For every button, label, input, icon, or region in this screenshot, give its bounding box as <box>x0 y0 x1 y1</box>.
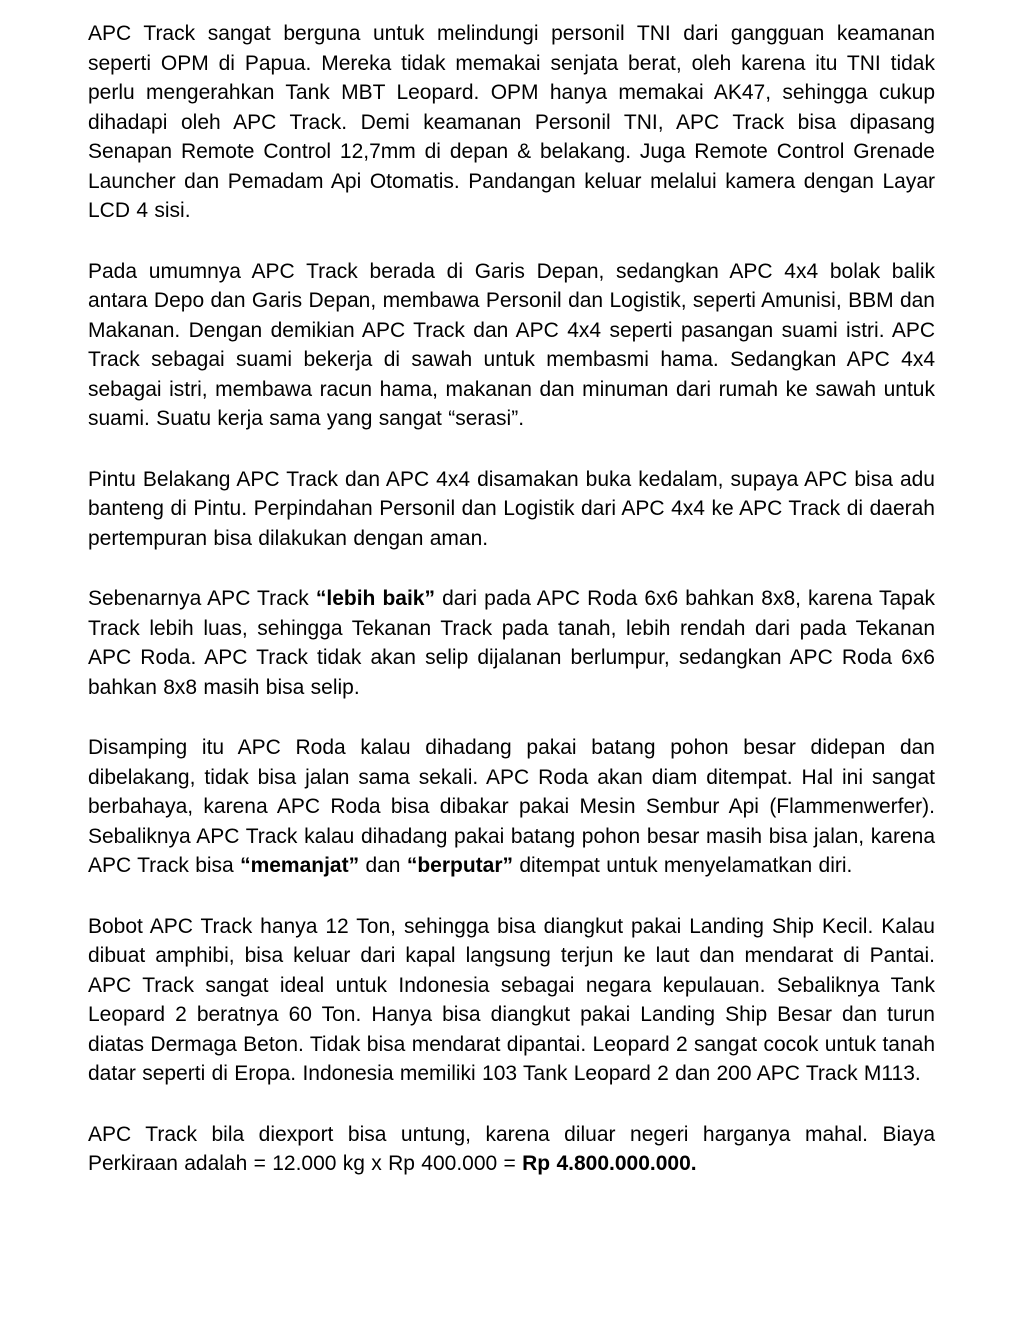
text-run: Disamping itu APC Roda kalau dihadang pakai batang pohon besar didepan dan dibelakang, tidak bisa jalan sama sekali. APC Roda akan diam ditempat. Hal ini sangat berbahaya, karena APC Roda bisa dibakar pakai Mesin Sembur Api (Flammenwerfer). Sebaliknya APC Track kalau dihadang pakai batang pohon besar masih bisa jalan, karena APC Track bisa <box>88 736 935 877</box>
text-run: Sebenarnya APC Track <box>88 587 316 610</box>
bold-text-run: “memanjat” <box>240 854 360 877</box>
text-run: dan <box>359 854 407 877</box>
text-run: Bobot APC Track hanya 12 Ton, sehingga bisa diangkut pakai Landing Ship Kecil. Kalau dibuat amphibi, bisa keluar dari kapal langsung terjun ke laut dan mendarat di Pantai. APC Track sangat ideal untuk Indonesia sebagai negara kepulauan. Sebaliknya Tank Leopard 2 beratnya 60 Ton. Hanya bisa diangkut pakai Landing Ship Besar dan turun diatas Dermaga Beton. Tidak bisa mendarat dipantai. Leopard 2 sangat cocok untuk tanah datar seperti di Eropa. Indonesia memiliki 103 Tank Leopard 2 dan 200 APC Track M113. <box>88 914 935 1085</box>
text-run: APC Track sangat berguna untuk melindungi personil TNI dari gangguan keamanan seperti OPM di Papua. Mereka tidak memakai senjata berat, oleh karena itu TNI tidak perlu mengerahkan Tank MBT Leopard. OPM hanya memakai AK47, sehingga cukup dihadapi oleh APC Track. Demi keamanan Personil TNI, APC Track bisa dipasang Senapan Remote Control 12,7mm di depan & belakang. Juga Remote Control Grenade Launcher dan Pemadam Api Otomatis. Pandangan keluar melalui kamera dengan Layar LCD 4 sisi. <box>88 22 935 222</box>
bold-text-run: Rp 4.800.000.000. <box>522 1152 697 1175</box>
paragraph <box>88 19 935 226</box>
text-run: dari pada APC Roda 6x6 bahkan 8x8, karena Tapak Track lebih luas, sehingga Tekanan Track pada tanah, lebih rendah dari pada Tekanan APC Roda. APC Track tidak akan selip dijalanan berlumpur, sedangkan APC Roda 6x6 bahkan 8x8 masih bisa selip. <box>88 587 935 699</box>
text-run: APC Track bila diexport bisa untung, karena diluar negeri harganya mahal. Biaya Perkiraan adalah = 12.000 kg x Rp 400.000 = <box>88 1122 935 1175</box>
document-body <box>88 19 935 1179</box>
paragraph <box>88 465 935 554</box>
text-run: Pintu Belakang APC Track dan APC 4x4 disamakan buka kedalam, supaya APC bisa adu banteng di Pintu. Perpindahan Personil dan Logistik dari APC 4x4 ke APC Track di daerah pertempuran bisa dilakukan dengan aman. <box>88 467 935 550</box>
paragraph <box>88 912 935 1089</box>
text-run: Pada umumnya APC Track berada di Garis Depan, sedangkan APC 4x4 bolak balik antara Depo dan Garis Depan, membawa Personil dan Logistik, seperti Amunisi, BBM dan Makanan. Dengan demikian APC Track dan APC 4x4 seperti pasangan suami istri. APC Track sebagai suami bekerja di sawah untuk membasmi hama. Sedangkan APC 4x4 sebagai istri, membawa racun hama, makanan dan minuman dari rumah ke sawah untuk suami. Suatu kerja sama yang sangat “serasi”. <box>88 259 935 430</box>
bold-text-run: “berputar” <box>406 854 514 877</box>
bold-text-run: “lebih baik” <box>315 587 435 610</box>
paragraph <box>88 584 935 702</box>
paragraph <box>88 733 935 881</box>
text-run: ditempat untuk menyelamatkan diri. <box>513 854 853 877</box>
paragraph <box>88 1120 935 1179</box>
paragraph <box>88 257 935 434</box>
